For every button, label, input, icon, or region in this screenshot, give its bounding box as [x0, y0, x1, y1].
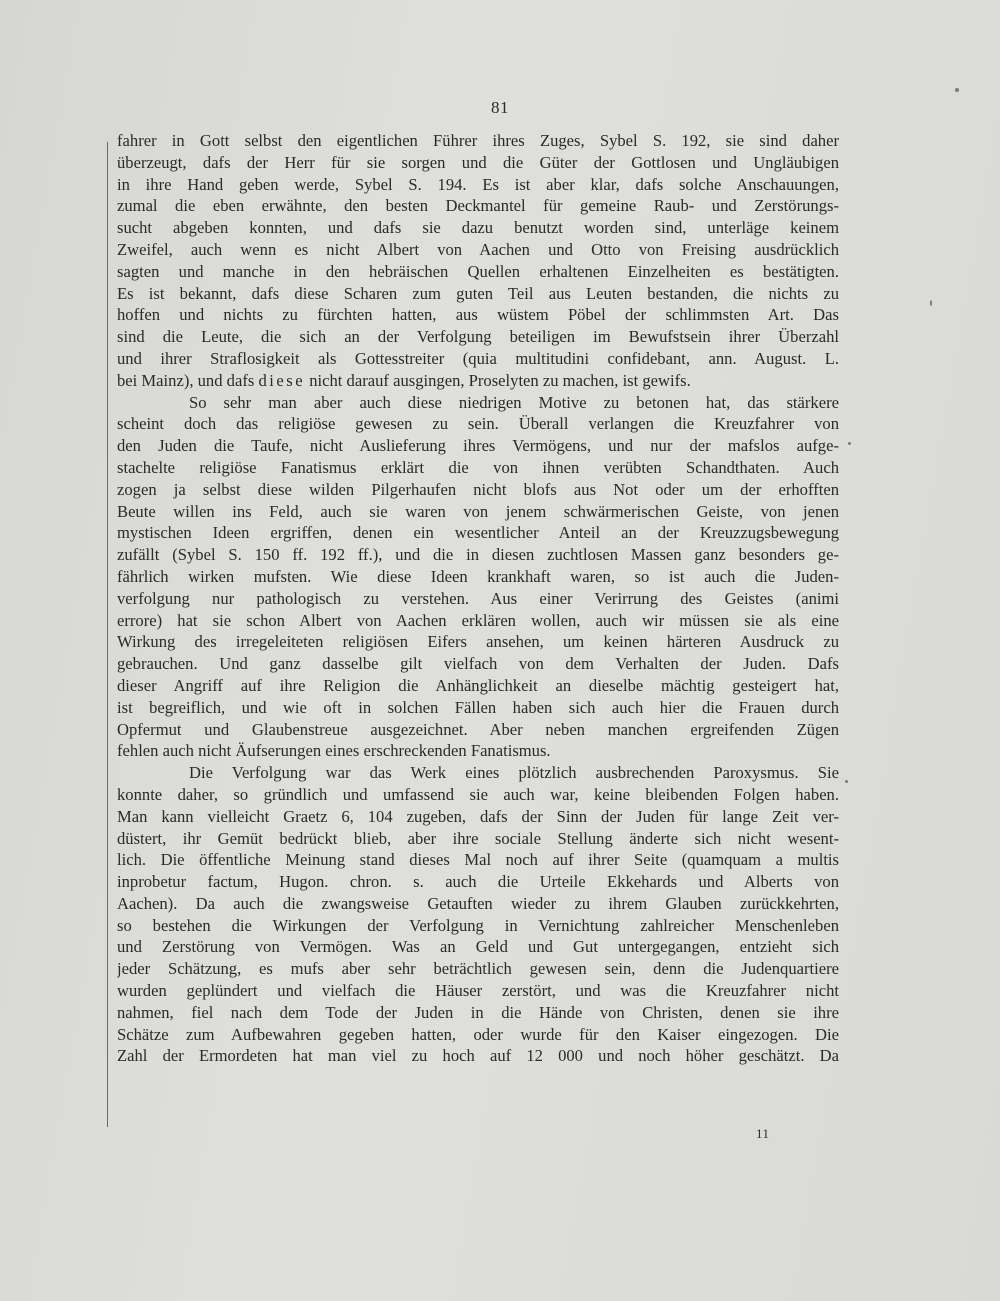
text-line: Zweifel, auch wenn es nicht Albert von Aachen und Otto von Freising ausdrücklich [117, 239, 839, 259]
text-line: Die Verfolgung war das Werk eines plötzlich ausbrechenden Paroxysmus. Sie [189, 763, 839, 783]
paragraph-1 [117, 130, 839, 392]
text-line: mystischen Ideen ergriffen, denen ein wesentlicher Anteil an der Kreuzzugsbewegung [117, 523, 839, 543]
text-line: scheint doch das religiöse gewesen zu sein. Überall verlangen die Kreuzfahrer von [117, 414, 839, 434]
text-line: Zahl der Ermordeten hat man viel zu hoch auf 12 000 und noch höher geschätzt. Da [117, 1046, 839, 1066]
text-line: nahmen, fiel nach dem Tode der Juden in die Hände von Christen, denen sie ihre [117, 1002, 839, 1022]
text-line: Opfermut und Glaubenstreue ausgezeichnet. Aber neben manchen ergreifenden Zügen [117, 719, 839, 739]
text-run: nicht darauf ausgingen, Proselyten zu machen, ist gewifs. [305, 370, 691, 390]
text-line: sucht abgeben konnten, und dafs sie dazu benutzt worden sind, unterläge keinem [117, 218, 839, 238]
text-line: fahrer in Gott selbst den eigentlichen Führer ihres Zuges, Sybel S. 192, sie sind daher [117, 131, 839, 150]
text-line: zumal die eben erwähnte, den besten Deckmantel für gemeine Raub- und Zerstörungs- [117, 196, 839, 216]
scan-speck [848, 442, 851, 445]
text-line: stachelte religiöse Fanatismus erklärt die von ihnen verübten Schandthaten. Auch [117, 457, 839, 477]
text-line: So sehr man aber auch diese niedrigen Motive zu betonen hat, das stärkere [189, 392, 839, 412]
text-line: Wirkung des irregeleiteten religiösen Eifers ansehen, um keinen härteren Ausdruck zu [117, 632, 839, 652]
scan-speck [955, 88, 959, 92]
page-number: 81 [491, 98, 509, 117]
text-line: und Zerstörung von Vermögen. Was an Geld und Gut untergegangen, entzieht sich [117, 937, 839, 957]
scan-speck [845, 780, 848, 783]
text-line: und ihrer Straflosigkeit als Gottesstreiter (quia multitudini confidebant, ann. August. L. [117, 348, 839, 368]
body-text [117, 130, 839, 1067]
text-line: Es ist bekannt, dafs diese Scharen zum guten Teil aus Leuten bestanden, die nichts zu [117, 283, 839, 303]
text-line: sagten und manche in den hebräischen Quellen erhaltenen Einzelheiten es bestätigten. [117, 261, 839, 281]
text-line: gebrauchen. Und ganz dasselbe gilt vielfach von dem Verhalten der Juden. Dafs [117, 654, 839, 674]
paragraph-3 [117, 762, 839, 1067]
margin-rule [107, 142, 108, 1127]
text-line: Aachen). Da auch die zwangsweise Getauften wieder zu ihrem Glauben zurückkehrten, [117, 893, 839, 913]
text-line: verfolgung nur pathologisch zu verstehen. Aus einer Verirrung des Geistes (animi [117, 588, 839, 608]
text-line: Schätze zum Aufbewahren gegeben hatten, oder wurde für den Kaiser eingezogen. Die [117, 1024, 839, 1044]
text-line: Beute willen ins Feld, auch sie waren von jenem schwärmerischen Geiste, von jenen [117, 501, 839, 521]
signature-mark: 11 [756, 1126, 770, 1141]
text-line: wurden geplündert und vielfach die Häuser zerstört, und was die Kreuzfahrer nicht [117, 981, 839, 1001]
text-line: so bestehen die Wirkungen der Verfolgung in Vernichtung zahlreicher Menschenleben [117, 915, 839, 935]
text-line [117, 370, 839, 392]
text-line: lich. Die öffentliche Meinung stand dieses Mal noch auf ihrer Seite (quamquam a multis [117, 850, 839, 870]
text-line: Man kann vielleicht Graetz 6, 104 zugeben, dafs der Sinn der Juden für lange Zeit ver- [117, 806, 839, 826]
text-line: in ihre Hand geben werde, Sybel S. 194. Es ist aber klar, dafs solche Anschauungen, [117, 174, 839, 194]
paragraph-2 [117, 392, 839, 763]
text-line: sind die Leute, die sich an der Verfolgung beteiligen im Bewufstsein ihrer Überzahl [117, 327, 839, 347]
text-line: fehlen auch nicht Äufserungen eines erschreckenden Fanatismus. [117, 741, 551, 761]
text-line: dieser Angriff auf ihre Religion die Anhänglichkeit an dieselbe mächtig gesteigert hat, [117, 675, 839, 695]
text-line: düstert, ihr Gemüt bedrückt blieb, aber ihre sociale Stellung änderte sich nicht wesent- [117, 828, 839, 848]
text-line: den Juden die Taufe, nicht Auslieferung ihres Vermögens, und nur der mafslos aufge- [117, 436, 839, 456]
text-line: inprobetur factum, Hugon. chron. s. auch die Urteile Ekkehards und Alberts von [117, 872, 839, 892]
text-line: jeder Schätzung, es mufs aber sehr beträchtlich gewesen sein, denn die Judenquartiere [117, 959, 839, 979]
text-line: errore) hat sie schon Albert von Aachen erklären wollen, auch wir müssen sie als eine [117, 610, 839, 630]
text-line: zufällt (Sybel S. 150 ff. 192 ff.), und die in diesen zuchtlosen Massen ganz besonders ge- [117, 545, 839, 565]
text-run: bei Mainz), und dafs [117, 370, 259, 390]
text-line: zogen ja selbst diese wilden Pilgerhaufen nicht blofs aus Not oder um der erhofften [117, 479, 839, 499]
text-line: überzeugt, dafs der Herr für sie sorgen und die Güter der Gottlosen und Ungläubigen [117, 152, 839, 172]
text-line: ist begreiflich, und wie oft in solchen Fällen haben sich auch hier die Frauen durch [117, 697, 839, 717]
emphasized-word: diese [258, 370, 306, 390]
scan-speck [930, 300, 932, 306]
text-line: hoffen und nichts zu fürchten hatten, aus wüstem Pöbel der schlimmsten Art. Das [117, 305, 839, 325]
text-line: konnte daher, so gründlich und umfassend sie auch war, keine bleibenden Folgen haben. [117, 784, 839, 804]
text-line: fährlich wirken mufsten. Wie diese Ideen krankhaft waren, so ist auch die Juden- [117, 566, 839, 586]
